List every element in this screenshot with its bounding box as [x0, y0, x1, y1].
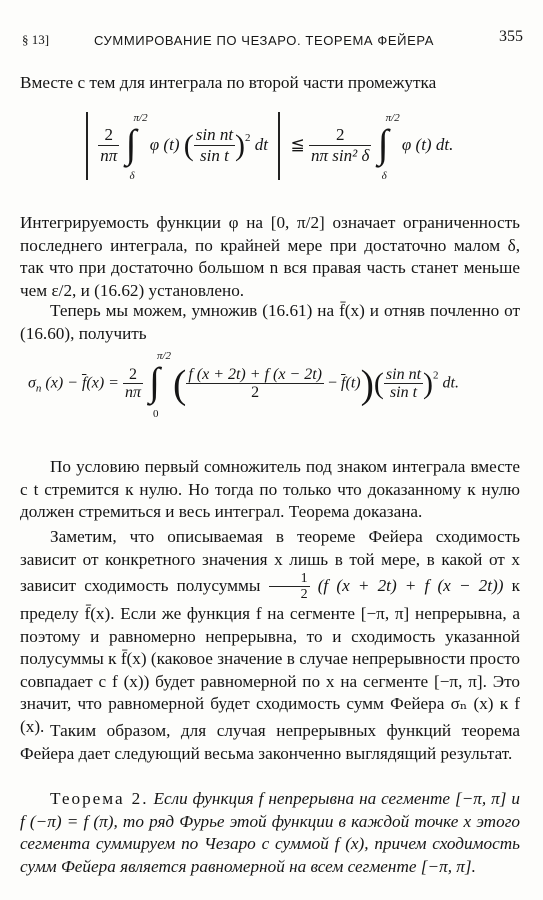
sigma-subscript: n — [35, 382, 42, 395]
integral-lower-limit: δ — [129, 170, 135, 182]
abs-bar-right — [278, 112, 280, 180]
sin-denominator: sin t — [199, 146, 229, 166]
rhs-integrand: φ (t) dt. — [401, 134, 454, 154]
formula-estimate: $\frac{2}{n\pi}$ ∫ π/2 δ φ (t) ( $\frac{\text{sin nt}}{\text{sin t}}$ )$^2$ dt ≦ $\frac{2}{\text{nπ sin² δ}}$ ∫ π/2 δ φ (t) dt. — [80, 112, 453, 180]
fraction-numerator: 2 — [98, 126, 119, 146]
f-bar-argument-2: (t) — [345, 374, 361, 392]
remark-text-continued: к пределу f̄(x). Если же функция f на сегменте [−π, π] непрерывна, а поэтому и равномерно непрерывна, то и сходимость указанной полусуммы к f̄(x) (каковое значение в случае непрерывности просто совпадает с f (x)) будет равномерной по x на сегменте [−π, π]. Это значит, что равномерной будет сходимость сумм Фейера σₙ (x) к f (x). — [20, 576, 521, 736]
paragraph-conclusion: По условию первый сомножитель под знаком интеграла вместе с t стремится к нулю. Но тогда по только что доказанному к нулю должен стремиться и весь интеграл. Теорема доказана. — [20, 457, 520, 521]
fraction-rhs — [309, 126, 371, 165]
half-denominator: 2 — [300, 587, 308, 603]
coef-denominator: nπ — [124, 384, 141, 402]
minus-sign: − — [328, 374, 338, 392]
sin2-denominator: sin t — [389, 384, 418, 402]
half-sum-denominator: 2 — [251, 384, 260, 402]
running-header — [18, 30, 523, 50]
rhs-integral-lower: δ — [381, 170, 387, 182]
sigma-symbol: σ — [28, 374, 36, 392]
phi-term: φ (t) — [149, 134, 180, 154]
theorem-label: Теорема 2. — [50, 789, 149, 808]
page-number: 355 — [499, 28, 523, 45]
sin-numerator: sin nt — [195, 125, 234, 145]
section-marker: § 13] — [22, 32, 50, 47]
relation-sign: ≦ — [290, 134, 305, 154]
integral-upper-limit: π/2 — [133, 112, 148, 124]
fraction-denominator: nπ — [100, 146, 118, 166]
paragraph-remark — [20, 526, 520, 738]
fraction-sin-ratio-2 — [384, 366, 423, 403]
integral2-lower: 0 — [152, 408, 159, 420]
half-sum-expression: (f (x + 2t) + f (x − 2t)) — [317, 576, 504, 596]
integral-sign-2: ∫ π/2 0 — [148, 350, 172, 420]
theorem-statement: Если функция f непрерывна на сегменте [−π, π] и f (−π) = f (π), то ряд Фурье этой функции в каждой точке x этого сегмента суммируем по Чезаро с суммой f (x), причем сходимость сумм Фейера является равномерной на всем сегменте [−π, π]. — [20, 789, 520, 876]
remark-text: Заметим, что описываемая в теореме Фейера сходимость зависит от конкретного значения x лишь в той мере, в какой от x зависит сходимость полусуммы — [20, 527, 520, 596]
rhs-numerator: 2 — [309, 126, 371, 146]
fraction-2-npi — [98, 126, 119, 165]
rhs-denominator: nπ sin² δ — [311, 146, 370, 166]
abs-bar-left — [86, 112, 88, 180]
rhs-integral-sign: ∫ π/2 δ — [377, 112, 400, 182]
theorem-block — [20, 788, 520, 878]
fraction-sin-ratio — [194, 126, 235, 165]
paragraph-integrability: Интегрируемость функции φ на [0, π/2] означает ограниченность последнего интеграла, по крайней мере при достаточно малом δ, так что при достаточно большом n вся правая часть станет меньше чем ε/2, и (16.62) установлено. — [20, 213, 520, 300]
f-bar-argument: (x) = — [86, 374, 119, 392]
half-sum-numerator: f (x + 2t) + f (x − 2t) — [188, 365, 322, 383]
integral-sign: ∫ π/2 δ — [125, 112, 148, 182]
f-bar-symbol-2: $\overline{f}$ — [341, 374, 346, 392]
fraction-half-sum — [186, 366, 324, 403]
f-bar-symbol: $\overline{f}$ — [81, 374, 87, 392]
running-title: СУММИРОВАНИЕ ПО ЧЕЗАРО. ТЕОРЕМА ФЕЙЕРА — [94, 33, 435, 48]
paragraph-intro: Вместе с тем для интеграла по второй части промежутка — [20, 73, 437, 92]
formula-fejer-difference: $\sigma_n$ $(x) - \overline{f}(x)$ = $\frac{2}{n\pi}$ ∫ π/2 0 ( $\frac{f (x + 2t) + f (x - 2t)}{2}$ − $\overline{f}(t)$)( $\frac{\text{sin nt}}{\text{sin t}}$ )$^2$ dt. — [28, 350, 459, 420]
square-exponent: 2 — [245, 131, 251, 144]
square-exponent-2: 2 — [433, 369, 439, 382]
fraction-one-half — [269, 571, 310, 603]
lhs-argument: (x) − — [45, 374, 78, 392]
sin2-numerator: sin nt — [385, 365, 422, 383]
half-numerator: 1 — [269, 571, 310, 587]
coef-numerator: 2 — [123, 366, 143, 385]
integral2-upper: π/2 — [156, 350, 172, 362]
dt-term-2: dt. — [442, 374, 459, 392]
fraction-coef — [123, 366, 143, 403]
rhs-integral-upper: π/2 — [385, 112, 400, 124]
paragraph-multiply: Теперь мы можем, умножив (16.61) на f̄(x) и отняв почленно от (16.60), получить — [20, 301, 520, 343]
paragraph-summary: Таким образом, для случая непрерывных функций теорема Фейера дает следующий весьма законченно выглядящий результат. — [20, 721, 520, 763]
dt-term: dt — [254, 134, 269, 154]
